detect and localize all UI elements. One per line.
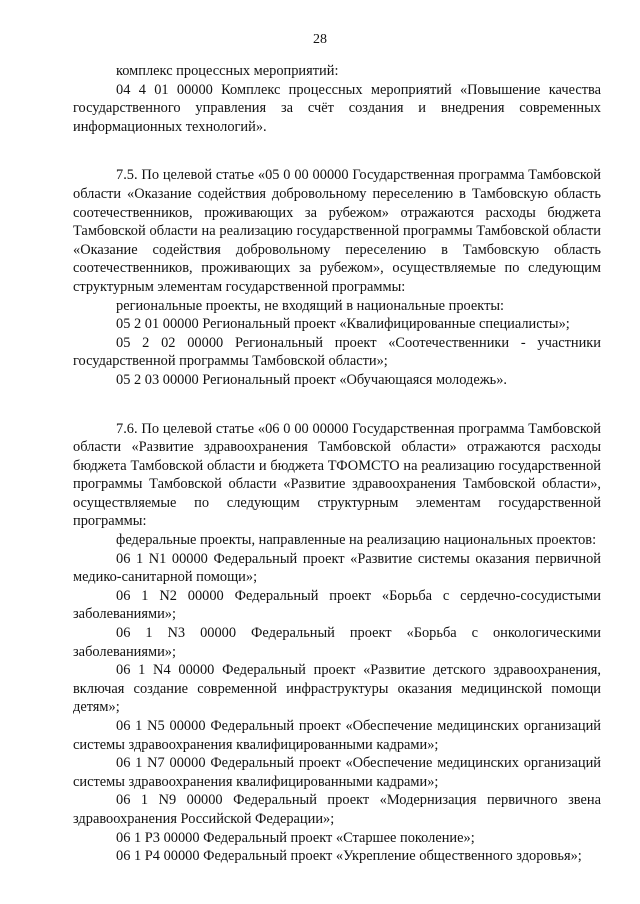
paragraph-complex-heading: комплекс процессных мероприятий:	[116, 63, 339, 79]
section-gap	[73, 390, 601, 420]
paragraph-06-1-n9: 06 1 N9 00000 Федеральный проект «Модернизация первичного звена здравоохранения Российской Федерации»;	[73, 792, 601, 827]
paragraph-regional-projects-heading: региональные проекты, не входящий в национальные проекты:	[116, 297, 505, 314]
section-gap	[73, 136, 601, 166]
paragraph-7-6: 7.6. По целевой статье «06 0 00 00000 Государственная программа Тамбовской области «Развитие здравоохранения Тамбовской области» отражаются расходы бюджета Тамбовской области и бюджета ТФОМСТО на реализацию государственной программы Тамбовской области «Развитие здравоохранения Тамбовской области», осуществляемые по следующим структурным элементам государственной программы:	[73, 420, 601, 530]
page-number: 28	[313, 32, 327, 47]
paragraph-06-1-p4: 06 1 P4 00000 Федеральный проект «Укрепление общественного здоровья»;	[116, 848, 582, 865]
paragraph-06-1-p3: 06 1 P3 00000 Федеральный проект «Старшее поколение»;	[116, 829, 475, 846]
paragraph-04-4-01: 04 4 01 00000 Комплекс процессных мероприятий «Повышение качества государственного управления за счёт создания и внедрения современных информационных технологий».	[73, 81, 601, 135]
paragraph-06-1-n1: 06 1 N1 00000 Федеральный проект «Развитие системы оказания первичной медико-санитарной помощи»;	[73, 550, 601, 586]
paragraph-federal-projects-heading: федеральные проекты, направленные на реализацию национальных проектов:	[116, 532, 597, 549]
paragraph-7-5: 7.5. По целевой статье «05 0 00 00000 Государственная программа Тамбовской области «Оказание содействия добровольному переселению в Тамбовскую область соотечественников, проживающих за рубежом» отражаются расходы бюджета Тамбовской области на реализацию государственной программы Тамбовской области «Оказание содействия добровольному переселению в Тамбовскую область соотечественников, проживающих за рубежом», осуществляемые по следующим структурным элементам государственной программы:	[73, 167, 601, 295]
document-body	[73, 62, 601, 866]
paragraph-05-2-03: 05 2 03 00000 Региональный проект «Обучающаяся молодежь».	[116, 371, 508, 388]
paragraph-06-1-n7: 06 1 N7 00000 Федеральный проект «Обеспечение медицинских организаций системы здравоохранения квалифицированными кадрами»;	[73, 755, 601, 790]
paragraph-06-1-n3: 06 1 N3 00000 Федеральный проект «Борьба с онкологическими заболеваниями»;	[73, 625, 601, 660]
paragraph-05-2-02: 05 2 02 00000 Региональный проект «Соотечественники - участники государственной программы Тамбовской области»;	[73, 334, 601, 370]
paragraph-06-1-n5: 06 1 N5 00000 Федеральный проект «Обеспечение медицинских организаций системы здравоохранения квалифицированными кадрами»;	[73, 718, 601, 753]
paragraph-05-2-01: 05 2 01 00000 Региональный проект «Квалифицированные специалисты»;	[116, 316, 570, 333]
paragraph-06-1-n4: 06 1 N4 00000 Федеральный проект «Развитие детского здравоохранения, включая создание современной инфраструктуры оказания медицинской помощи детям»;	[73, 662, 601, 716]
paragraph-06-1-n2: 06 1 N2 00000 Федеральный проект «Борьба с сердечно-сосудистыми заболеваниями»;	[73, 587, 601, 623]
